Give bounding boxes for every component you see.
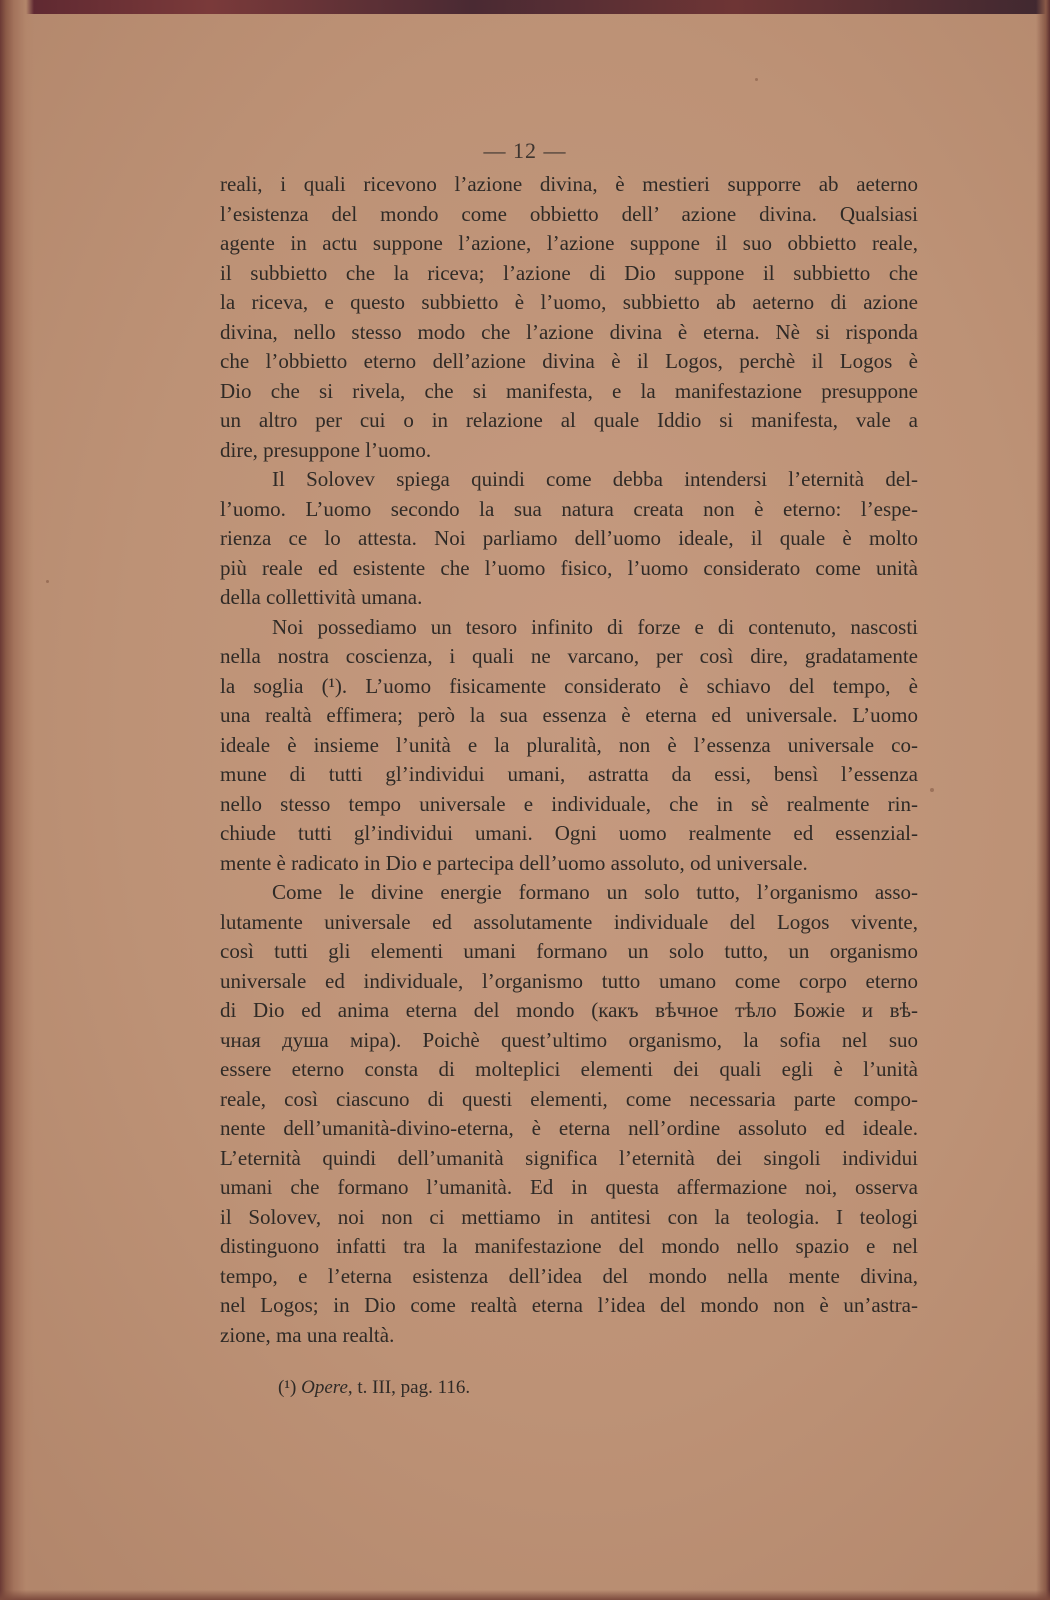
text-line: divina, nello stesso modo che l’azione divina è eterna. Nè si risponda [220, 319, 918, 344]
text-line: il Solovev, noi non ci mettiamo in antitesi con la teologia. I teologi [220, 1204, 918, 1229]
text-line: rienza ce lo attesta. Noi parliamo dell’uomo ideale, il quale è molto [220, 526, 918, 550]
text-line: Noi possediamo un tesoro infinito di forze e di contenuto, nascosti [272, 614, 918, 639]
text-line: dire, presuppone l’uomo. [220, 437, 432, 462]
text-line: nel Logos; in Dio come realtà eterna l’idea del mondo non è un’astra- [220, 1293, 918, 1317]
page-number: — 12 — [483, 138, 567, 163]
text-line: distinguono infatti tra la manifestazione del mondo nello spazio e nel [220, 1234, 918, 1258]
text-line: ideale è insieme l’unità e la pluralità, non è l’essenza universale co- [220, 732, 918, 757]
text-line: mente è radicato in Dio e partecipa dell’uomo assoluto, od universale. [220, 850, 808, 875]
page-binding-edge [0, 0, 34, 1600]
text-line: reali, i quali ricevono l’azione divina, è mestieri supporre ab aeterno [220, 172, 918, 196]
text-line: la soglia (¹). L’uomo fisicamente considerato è schiavo del tempo, è [220, 673, 918, 698]
text-line: L’eternità quindi dell’umanità significa l’eternità dei singoli individui [220, 1145, 918, 1170]
text-line: agente in actu suppone l’azione, l’azione suppone il suo obbietto reale, [220, 231, 918, 255]
text-line: Dio che si rivela, che si manifesta, e la manifestazione presuppone [220, 378, 918, 403]
footnote-marker: (¹) [278, 1377, 297, 1398]
page-bottom-edge [0, 1590, 1050, 1600]
text-line: la riceva, e questo subbietto è l’uomo, subbietto ab aeterno di azione [220, 290, 918, 314]
text-line: Come le divine energie formano un solo tutto, l’organismo asso- [272, 880, 918, 904]
text-line: l’uomo. L’uomo secondo la sua natura creata non è eterno: l’espe- [220, 496, 918, 521]
text-line: nello stesso tempo universale e individuale, che in sè realmente rin- [220, 791, 918, 816]
text-line: una realtà effimera; però la sua essenza è eterna ed universale. L’uomo [220, 703, 918, 727]
page-right-edge [1036, 0, 1050, 1600]
text-line: così tutti gli elementi umani formano un solo tutto, un organismo [220, 939, 918, 963]
text-line: Il Solovev spiega quindi come debba intendersi l’eternità del- [272, 467, 918, 491]
text-line: della collettività umana. [220, 585, 423, 609]
text-line: di Dio ed anima eterna del mondo (какъ вѣчное тѣло Божіе и вѣ- [220, 998, 918, 1022]
text-line: chiude tutti gl’individui umani. Ogni uomo realmente ed essenzial- [220, 821, 918, 845]
text-line: чная душа міра). Poichè quest’ultimo organismo, la sofia nel suo [220, 1027, 918, 1052]
text-line: lutamente universale ed assolutamente individuale del Logos vivente, [220, 909, 918, 934]
footnote-work-title: Opere [301, 1377, 348, 1398]
text-line: l’esistenza del mondo come obbietto dell’ azione divina. Qualsiasi [220, 201, 918, 226]
text-line: essere eterno consta di molteplici elementi dei quali egli è l’unità [220, 1057, 918, 1081]
text-line: più reale ed esistente che l’uomo fisico, l’uomo considerato come unità [220, 555, 918, 580]
page-top-edge [0, 0, 1050, 14]
text-line: un altro per cui o in relazione al quale Iddio si manifesta, vale a [220, 408, 918, 432]
text-line: zione, ma una realtà. [220, 1322, 395, 1347]
text-line: nente dell’umanità-divino-eterna, è eterna nell’ordine assoluto ed ideale. [220, 1116, 918, 1140]
text-line: il subbietto che la riceva; l’azione di Dio suppone il subbietto che [220, 260, 918, 285]
paper-speck [930, 788, 934, 792]
footnote [278, 1377, 470, 1399]
body-text [220, 170, 918, 1350]
text-line: tempo, e l’eterna esistenza dell’idea del mondo nella mente divina, [220, 1263, 918, 1288]
text-line: umani che formano l’umanità. Ed in questa affermazione noi, osserva [220, 1175, 918, 1199]
text-line: reale, così ciascuno di questi elementi, come necessaria parte compo- [220, 1086, 918, 1111]
text-line: mune di tutti gl’individui umani, astratta da essi, bensì l’essenza [220, 762, 918, 786]
text-line: nella nostra coscienza, i quali ne varcano, per così dire, gradatamente [220, 644, 918, 668]
text-line: universale ed individuale, l’organismo tutto umano come corpo eterno [220, 968, 918, 993]
footnote-reference: , t. III, pag. 116. [347, 1377, 471, 1398]
paper-speck [46, 580, 49, 583]
paper-speck [755, 78, 758, 81]
text-line: che l’obbietto eterno dell’azione divina è il Logos, perchè il Logos è [220, 349, 918, 373]
